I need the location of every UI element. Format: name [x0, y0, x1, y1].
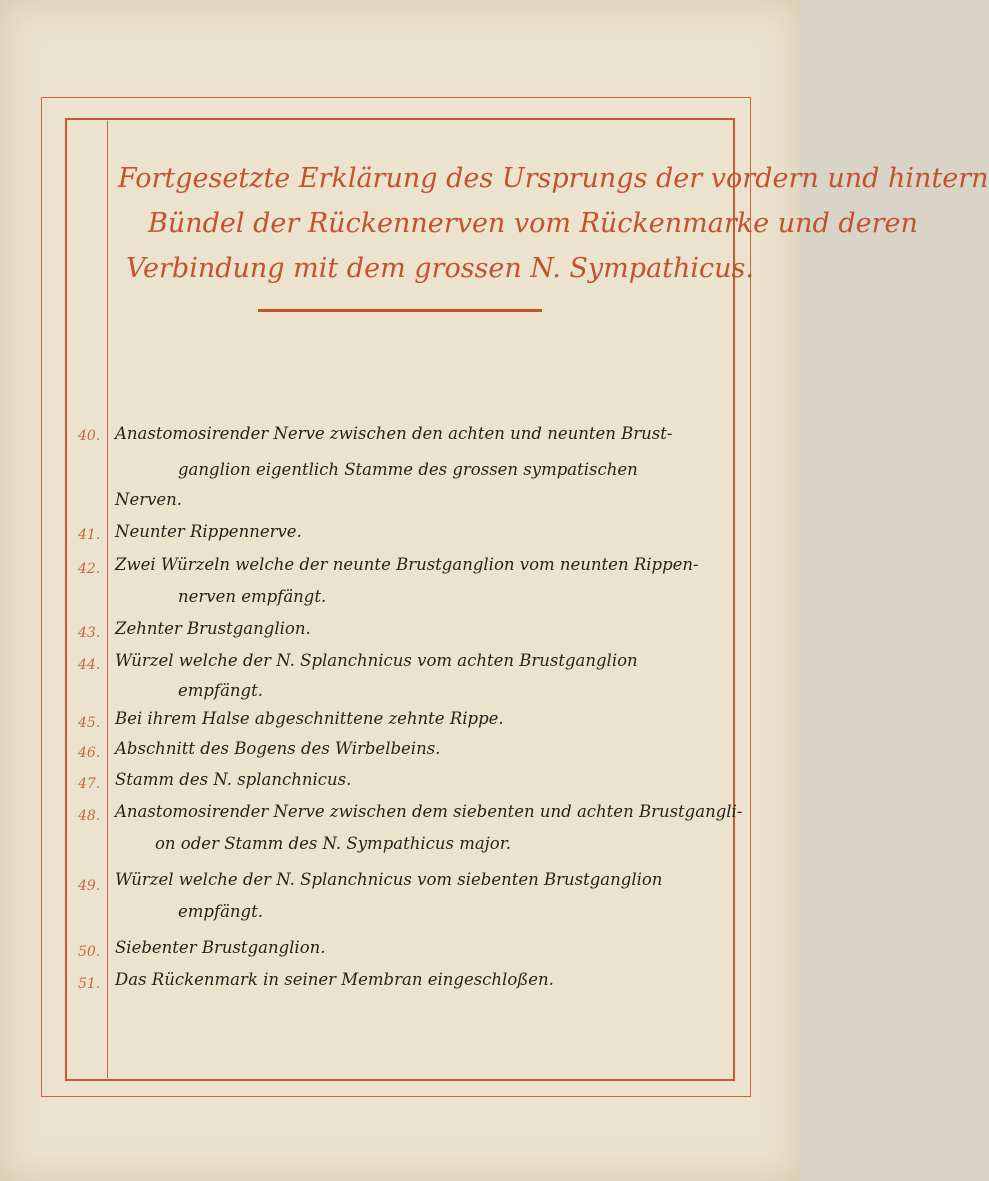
entry-line: Anastomosirender Nerve zwischen dem siebenten und achten Brustgangli-: [115, 802, 743, 821]
entry-line: Bei ihrem Halse abgeschnittene zehnte Rippe.: [115, 709, 504, 728]
title-underline: [258, 309, 542, 312]
entry-number: 46.: [78, 745, 101, 761]
margin-rule: [107, 121, 108, 1078]
entry-line: Würzel welche der N. Splanchnicus vom achten Brustganglion: [115, 651, 638, 670]
page-title: [110, 156, 989, 291]
title-line-2: Bündel der Rückennerven vom Rückenmarke und deren: [148, 208, 918, 239]
entry-line: Zwei Würzeln welche der neunte Brustganglion vom neunten Rippen-: [115, 555, 699, 574]
entry-number: 49.: [78, 878, 101, 894]
entry-number: 42.: [78, 561, 101, 577]
entry-number: 45.: [78, 715, 101, 731]
entry-line: Abschnitt des Bogens des Wirbelbeins.: [115, 739, 441, 758]
entry-number: 51.: [78, 976, 101, 992]
entry-line: Zehnter Brustganglion.: [115, 619, 311, 638]
entry-line: Neunter Rippennerve.: [115, 522, 302, 541]
entry-line: nerven empfängt.: [178, 587, 327, 606]
entry-line: empfängt.: [178, 902, 263, 921]
entry-number: 40.: [78, 428, 101, 444]
entry-line: Das Rückenmark in seiner Membran eingeschloßen.: [115, 970, 554, 989]
title-line-1: Fortgesetzte Erklärung des Ursprungs der vordern und hintern: [118, 163, 989, 194]
entry-number: 50.: [78, 944, 101, 960]
entry-line: Würzel welche der N. Splanchnicus vom siebenten Brustganglion: [115, 870, 663, 889]
entry-line: ganglion eigentlich Stamme des grossen sympatischen: [178, 460, 638, 479]
entry-line: Stamm des N. splanchnicus.: [115, 770, 352, 789]
entry-number: 41.: [78, 527, 101, 543]
entry-line: Anastomosirender Nerve zwischen den achten und neunten Brust-: [115, 424, 673, 443]
title-line-3: Verbindung mit dem grossen N. Sympathicus.: [126, 253, 754, 284]
entry-line: Nerven.: [115, 490, 183, 509]
entry-line: Siebenter Brustganglion.: [115, 938, 326, 957]
entry-line: on oder Stamm des N. Sympathicus major.: [155, 834, 512, 853]
entry-number: 48.: [78, 808, 101, 824]
entry-number: 47.: [78, 776, 101, 792]
entry-number: 44.: [78, 657, 101, 673]
entry-line: empfängt.: [178, 681, 263, 700]
entry-number: 43.: [78, 625, 101, 641]
